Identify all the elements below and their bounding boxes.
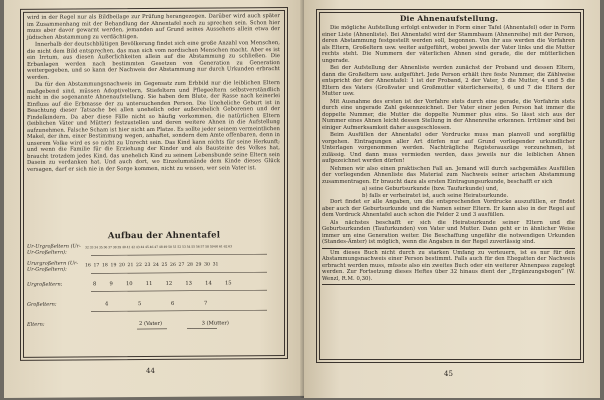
generation-label: Eltern: (27, 321, 45, 328)
generation-row: 8 9 10 11 12 13 14 15 (93, 280, 232, 288)
right-paragraph: Mit Ausnahme des ersten ist der Vorfahre stets durch eine gerade, die Vorfahrin stets durch eine ungerade Zahl gekennzeichnet. Der Vater einer jeden Person hat immer die doppelte Nummer, die Mutter die doppelte Nummer plus eins. So lässt sich aus der Nummer eines Ahnen leicht dessen Stellung in der Ahnenreihe erkennen. Irrtümer sind bei einiger Aufmerksamkeit daher ausgeschlossen. (322, 98, 575, 131)
right-paragraph: Dort findet er alle Angaben, um die entsprechenden Vordrucke auszufüllen, er findet aber auch der Geburtsurkunde und die Namen seiner Eltern. Er kann also in der Regel auf dem Vordruck Ahnentafel auch schon die Felder 2 und 3 ausfüllen. (322, 199, 575, 218)
generation-row: 32 33 34 35 36 37 38 39 40 41 42 43 44 45 46 47 48 49 50 51 52 53 54 55 56 57 58 59 60 61 62 63 (85, 244, 232, 250)
note-box (322, 248, 575, 286)
generation-label: Ur-Urgroßeltern (Ur-Ur-Großeltern): (27, 243, 81, 256)
generation-label: Großeltern: (27, 301, 57, 308)
left-intro-text (27, 13, 280, 174)
generation-label: Ururgroßeltern (Ur-Ur-Großeltern): (27, 260, 79, 273)
left-paragraph: Da für den Abstammungsnachweis im Gegensatz zum Erbbild nur die leiblichen Eltern maßgebend sind, müssen Adoptiveltern, Stiefeltern und Pflegeeltern selbstverständlich nicht in die sogenannte Ahnenaufstellung. Sie haben dem Blute, der Rasse nach keinerlei Einfluss auf die Erbmasse der zu untersuchenden Person. Die Uneheliche Geburt ist in Beachtung dieser Tatsache bei allen unehelich oder außerehelich Geborenen und der Findelkindern. Da aber diese Fälle nicht so häufig vorkommen, die natürlichen Eltern (leiblichen Väter und Mütter) festzustellen und deren weitere Ahnen in die Aufstellung aufzunehmen. Falsche Scham ist hier nicht am Platze. Es sollte jeder seinem vermeintlichen Makel, der ihm, einer Bestimmung wegen, anhaftet, sondern dem Amte offenbaren, denn in unserem Volke wird es so nicht zu Unrecht sein. Das Kind kann nichts für seine Herkunft; und wenn die Familie für die Erziehung der Kinder und als Bausteine des Volkes hat, braucht trotzdem jedes Kind, das unehelich Kind zu seinem Lebensbunde seine Eltern sein Dasein zu verdanken hat. Und auch dort, wo Einzelumstände dem Kinde dieses Glück versagen, darf er sich nie in der Sorge kommen, nicht zu wissen, wer sein Vater ist. (27, 80, 280, 173)
diagram-title: Aufbau der Ahnentafel (107, 230, 221, 242)
page-number: 44 (146, 366, 155, 376)
list-item: a) seine Geburtsurkunde (bzw. Taufurkunde) und, (362, 186, 499, 192)
right-paragraph: Als nächstes beschafft er sich die Heiratsurkunde seiner Eltern und die Geburtsurkunden (Taufurkunden) von Vater und Mutter. Dann geht er in ähnlicher Weise immer um eine Generation weiter. Die Beschaffung ungefähr die notwendigen Urkunden (Standes-Ämter) ist möglich, wenn die Angaben in der Regel zuverlässig sind. (322, 219, 575, 245)
right-body-text (322, 25, 575, 285)
generation-row: 16 17 18 19 20 21 22 23 24 25 26 27 28 29 30 31 (85, 262, 219, 269)
right-paragraph: Nehmen wir also einen praktischen Fall an. Jemand will durch sachgemäßes Ausfüllen der vorliegenden Ahnenliste das Material zum Nachweis seiner arischen Abstammung zusammentragen. Er braucht dazu als ersten Eintragungsurkunde, beschafft er sich (322, 165, 575, 185)
document-list (322, 186, 575, 199)
left-page (4, 0, 304, 398)
right-paragraph: Die mögliche Aufstellung erfolgt entweder in Form einer Tafel (Ahnentafel) oder in Form einer Liste (Ahnenliste). Bei Ahnentafel wird der Stammbaum (Ahnenreihe) mit der Person, deren Abstammung festgestellt werden soll, begonnen. Von ihr aus werden die Vorfahren als Eltern, Großeltern usw. weiter aufgeführt, wobei jeweils der Vater links und die Mutter rechts steht. Die Nummern der väterlichen Ahnen sind gerade, die der mütterlichen ungerade. (322, 25, 575, 64)
page-title: Die Ahnenaufstellung. (399, 14, 499, 23)
right-paragraph: Beim Ausfüllen der Ahnentafel oder Vordrucke muss man planvoll und sorgfältig vorgehen. Eintragungen aller Art dürfen nur auf Grund vorliegender urkundlicher Unterlagen vorgenommen werden. Nachträgliche Registerauszüge vorzunehmen, ist zulässig. Und dann muss vermieden werden, dass jeweils nur die leiblichen Ahnen aufgezeichnet werden dürfen! (322, 132, 575, 164)
left-paragraph: Innerhalb der deutschblütigen Bevölkerung findet sich eine große Anzahl von Menschen, die nicht dem Bild entsprechen, das man sich vom nordischen Menschen macht. Aber es ist ein Irrtum, aus diesen Äußerlichkeiten allein auf die Abstammung zu schließen. Die Erbanlagen werden nach bestimmten Gesetzen von Generation zu Generation weitergegeben, und so kann der Nachweis der Abstammung nur durch Urkunden erbracht werden. (27, 40, 280, 81)
generation-row: 4 5 6 7 (105, 300, 208, 308)
ahnentafel-diagram (27, 242, 280, 344)
generation-row: 2 (Vater) 3 (Mutter) (139, 320, 229, 328)
left-paragraph: wird in der Regel nur als Bildbeilage zur Prüfung herangezogen. Darüber wird auch später im Zusammenhang mit der Behandlung der Ahnentafel noch zu sprechen sein. Schon hier muss aber davor gewarnt werden, jemanden auf Grund seines Aussehens allein etwa der jüdischen Abstammung zu verdächtigen. (27, 13, 280, 41)
list-item: b) falls er verheiratet ist, auch seine Heiratsurkunde. (362, 192, 509, 199)
page-number: 45 (444, 370, 453, 378)
right-paragraph: Bei der Aufstellung der Ahnenliste werden zunächst der Proband und dessen Eltern, dann die Großeltern usw. aufgeführt. Jede Person erhält ihre feste Nummer, die Zählweise entspricht der der Ahnentafel: 1 ist der Proband, 2 der Vater, 3 die Mutter, 4 und 5 die Eltern des Vaters (Großvater und Großmutter väterlicherseits), 6 und 7 die Eltern der Mutter usw. (322, 65, 575, 97)
right-page (304, 0, 600, 398)
note-paragraph: Um dieses Buch nicht durch zu starken Umfang zu verteuern, ist es nur für den Abstammungsnachweis einer Person bestimmt. Falls auch für den Ehegatten der Nachweis erbracht werden muss, müsste also ein zweites Buch oder ein weiterer Ahnenpass zugelegt werden. Zur Fortsetzung dieses Heftes über 32 hinaus dient der „Ergänzungsbogen“ (W. Wenzl, R.M. 0,30). (322, 249, 575, 282)
booklet-spread (4, 0, 600, 398)
ahnentafel-connector-lines (27, 242, 280, 344)
generation-label: Urgroßeltern: (27, 281, 63, 288)
